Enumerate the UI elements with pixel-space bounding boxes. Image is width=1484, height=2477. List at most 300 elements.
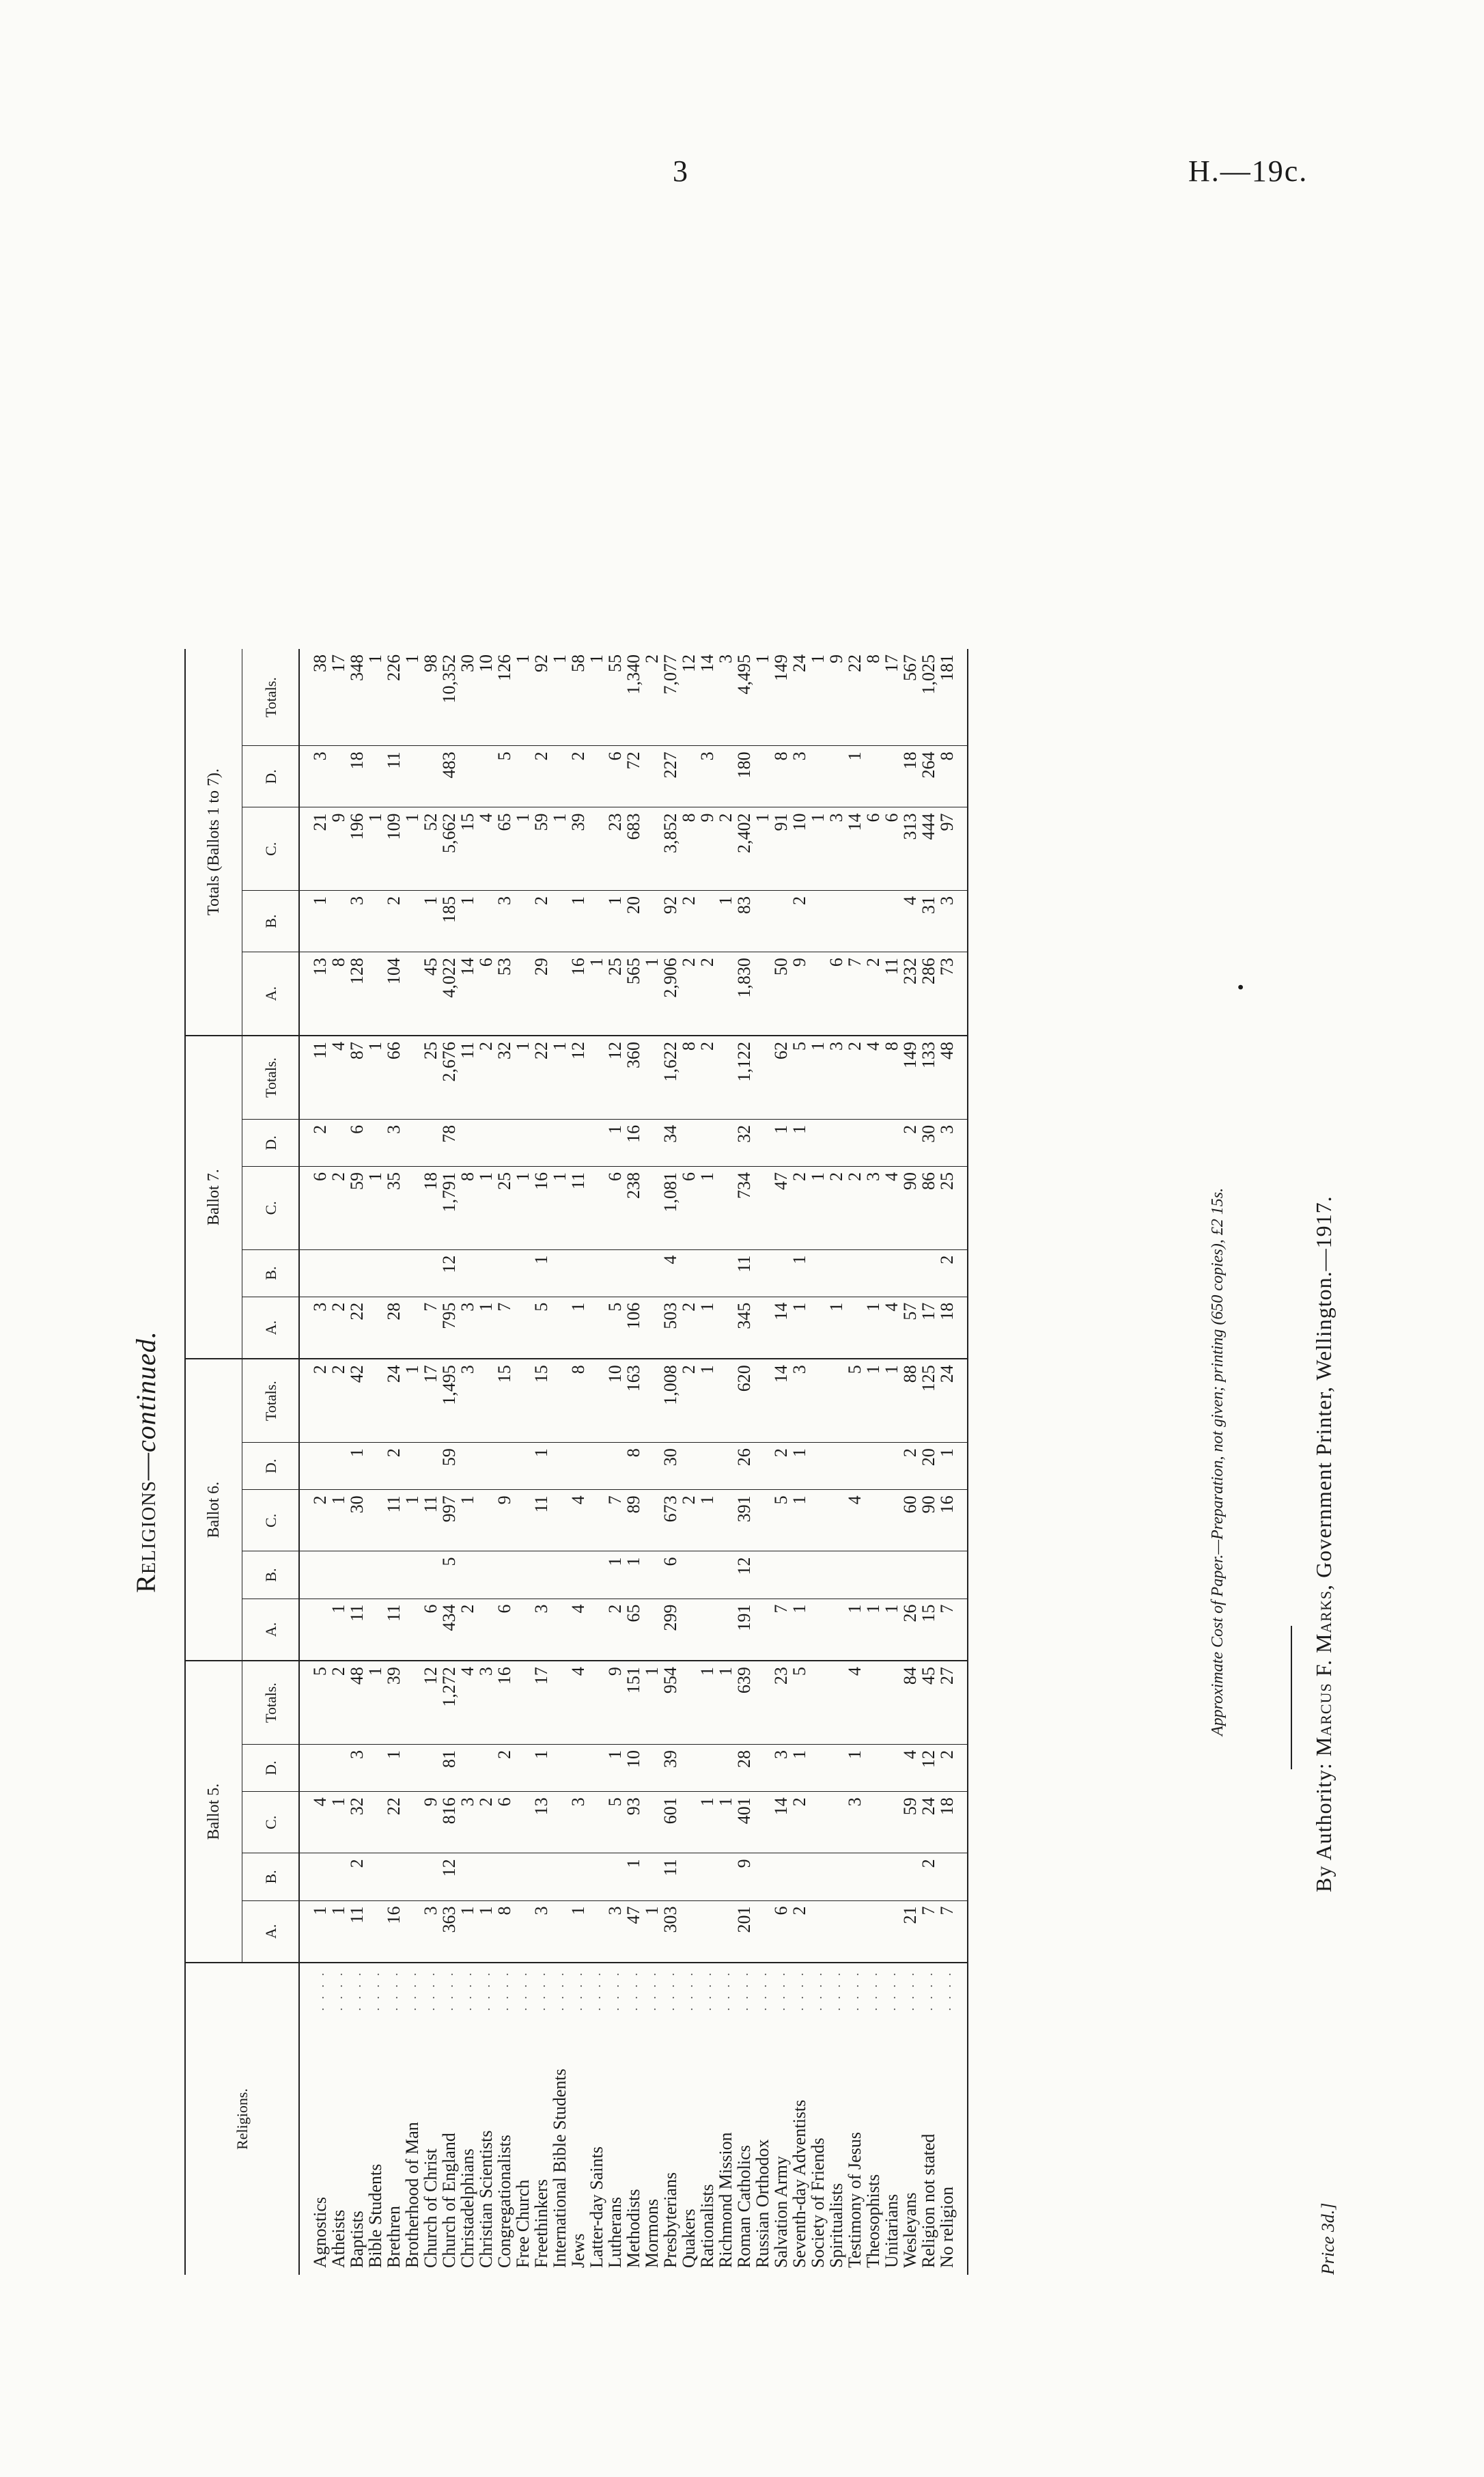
dot-leader: . . . . — [866, 1970, 880, 2011]
cell-b7-2 — [643, 1167, 661, 1250]
cell-b6-2 — [809, 1490, 827, 1551]
cell-t-4: 9 — [827, 649, 845, 746]
cell-t-2: 21 — [299, 807, 329, 891]
cell-t-0: 29 — [532, 952, 550, 1036]
cell-t-2: 10 — [790, 807, 809, 891]
cell-t-0: 13 — [299, 952, 329, 1036]
cell-b6-4: 8 — [569, 1359, 587, 1442]
cell-b5-2: 2 — [477, 1792, 495, 1853]
cell-b7-0: 345 — [735, 1297, 753, 1359]
cell-b7-3: 1 — [790, 1119, 809, 1166]
cell-b6-1 — [366, 1551, 384, 1599]
cell-t-0: 25 — [606, 952, 624, 1036]
cell-b5-4: 39 — [384, 1661, 403, 1744]
cell-t-4: 38 — [299, 649, 329, 746]
cell-t-4: 149 — [772, 649, 790, 746]
cell-b5-0: 1 — [299, 1900, 329, 1963]
cell-t-0: 7 — [845, 952, 864, 1036]
cell-b6-0 — [827, 1599, 845, 1661]
cell-b6-2: 4 — [569, 1490, 587, 1551]
cell-b5-4: 9 — [606, 1661, 624, 1744]
cell-b5-2 — [809, 1792, 827, 1853]
cell-t-0: 2,906 — [661, 952, 680, 1036]
cell-b5-4: 45 — [919, 1661, 938, 1744]
cell-b6-2: 1 — [698, 1490, 716, 1551]
footer-rule — [1291, 1626, 1292, 1769]
cell-b5-3 — [550, 1744, 569, 1791]
cell-b5-1: 11 — [661, 1853, 680, 1900]
cell-b7-3: 30 — [919, 1119, 938, 1166]
cell-b7-3 — [514, 1119, 532, 1166]
cell-b5-0: 3 — [606, 1900, 624, 1963]
table-row — [643, 649, 661, 2275]
cell-b6-1 — [698, 1551, 716, 1599]
cell-b5-2 — [882, 1792, 901, 1853]
cell-b6-1: 12 — [735, 1551, 753, 1599]
cell-b5-4 — [680, 1661, 698, 1744]
cell-b7-1 — [550, 1249, 569, 1297]
cell-t-2: 97 — [938, 807, 968, 891]
cell-b6-0: 7 — [772, 1599, 790, 1661]
cell-b7-3 — [477, 1119, 495, 1166]
cell-t-0 — [716, 952, 735, 1036]
cell-b6-1 — [882, 1551, 901, 1599]
cell-t-1 — [366, 891, 384, 952]
cell-b6-1 — [901, 1551, 919, 1599]
cell-t-2: 1 — [366, 807, 384, 891]
ballot-6-header: Ballot 6. — [185, 1359, 242, 1661]
document-code: H.—19c. — [1188, 154, 1308, 188]
cell-b7-2: 6 — [680, 1167, 698, 1250]
dot-leader: . . . . — [534, 1970, 548, 2011]
cell-t-1 — [643, 891, 661, 952]
cell-b6-2: 1 — [329, 1490, 348, 1551]
cell-b7-2: 59 — [348, 1167, 366, 1250]
cell-b5-3 — [366, 1744, 384, 1791]
cell-b6-2: 60 — [901, 1490, 919, 1551]
cell-t-3 — [716, 746, 735, 807]
cell-b5-2 — [643, 1792, 661, 1853]
cell-b7-0 — [514, 1297, 532, 1359]
cell-b5-3: 10 — [624, 1744, 643, 1791]
religion-name: Methodists — [624, 2189, 643, 2268]
cell-b7-4: 8 — [680, 1036, 698, 1119]
cell-t-2: 23 — [606, 807, 624, 891]
cell-t-0: 73 — [938, 952, 968, 1036]
religion-name: Bible Students — [365, 2163, 385, 2268]
cell-b7-2: 734 — [735, 1167, 753, 1250]
dot-leader: . . . . — [737, 1970, 751, 2011]
cell-t-3 — [477, 746, 495, 807]
cell-b7-4: 66 — [384, 1036, 403, 1119]
cell-b7-4: 2 — [845, 1036, 864, 1119]
cell-t-1: 2 — [790, 891, 809, 952]
cell-t-3: 180 — [735, 746, 753, 807]
cell-b6-3: 1 — [790, 1443, 809, 1490]
cell-b6-0: 11 — [348, 1599, 366, 1661]
cell-b7-4: 12 — [569, 1036, 587, 1119]
cell-b7-0: 3 — [299, 1297, 329, 1359]
cell-b7-4: 4 — [864, 1036, 882, 1119]
cell-b6-2: 11 — [384, 1490, 403, 1551]
cell-b6-2: 9 — [495, 1490, 514, 1551]
cell-b7-2: 2 — [790, 1167, 809, 1250]
cell-b7-4: 1 — [366, 1036, 384, 1119]
cell-b6-2 — [514, 1490, 532, 1551]
cell-b5-1 — [882, 1853, 901, 1900]
cell-b6-4: 24 — [384, 1359, 403, 1442]
cell-b7-0: 7 — [421, 1297, 440, 1359]
cell-t-2: 15 — [458, 807, 477, 891]
cell-b6-1 — [495, 1551, 514, 1599]
cell-b6-0: 1 — [790, 1599, 809, 1661]
cell-b6-0: 1 — [864, 1599, 882, 1661]
cell-b7-2 — [403, 1167, 421, 1250]
religion-name: Unitarians — [882, 2194, 901, 2268]
cell-b7-3: 2 — [901, 1119, 919, 1166]
cell-b7-2: 90 — [901, 1167, 919, 1250]
cell-b5-3: 1 — [845, 1744, 864, 1791]
cell-b7-2: 18 — [421, 1167, 440, 1250]
cell-b7-0: 2 — [329, 1297, 348, 1359]
cell-t-1 — [772, 891, 790, 952]
cell-t-1: 1 — [569, 891, 587, 952]
cell-b6-1 — [569, 1551, 587, 1599]
cell-b6-3 — [366, 1443, 384, 1490]
cell-b7-1: 12 — [440, 1249, 458, 1297]
cell-b6-4 — [643, 1359, 661, 1442]
cell-t-3: 264 — [919, 746, 938, 807]
cell-b5-4 — [403, 1661, 421, 1744]
cell-t-3: 1 — [845, 746, 864, 807]
cell-b6-2: 89 — [624, 1490, 643, 1551]
cell-b7-4 — [403, 1036, 421, 1119]
cell-b6-2: 1 — [403, 1490, 421, 1551]
cell-t-4: 8 — [864, 649, 882, 746]
religion-name: Russian Orthodox — [753, 2139, 772, 2268]
cell-b5-3: 3 — [772, 1744, 790, 1791]
cell-b7-3 — [587, 1119, 606, 1166]
cell-t-3: 2 — [532, 746, 550, 807]
cell-b6-0: 26 — [901, 1599, 919, 1661]
cell-b7-3: 16 — [624, 1119, 643, 1166]
cell-b5-3: 28 — [735, 1744, 753, 1791]
table-row — [938, 649, 968, 2275]
cell-b6-1 — [809, 1551, 827, 1599]
table-row — [587, 649, 606, 2275]
cell-t-0: 45 — [421, 952, 440, 1036]
ballot-6-subcolumn-header: A. — [242, 1599, 300, 1661]
cell-b5-4: 84 — [901, 1661, 919, 1744]
cell-b5-1 — [587, 1853, 606, 1900]
cell-b5-1: 1 — [624, 1853, 643, 1900]
cell-b7-0: 1 — [698, 1297, 716, 1359]
cell-t-0 — [753, 952, 772, 1036]
dot-leader: . . . . — [811, 1970, 824, 2011]
cell-b6-3 — [809, 1443, 827, 1490]
cell-t-2: 1 — [809, 807, 827, 891]
cell-b7-0: 17 — [919, 1297, 938, 1359]
cell-t-2: 6 — [882, 807, 901, 891]
cell-b6-0 — [680, 1599, 698, 1661]
cell-b5-2 — [864, 1792, 882, 1853]
authority-prefix: By Authority: — [1311, 1762, 1336, 1892]
cell-b6-0 — [643, 1599, 661, 1661]
cell-t-0 — [514, 952, 532, 1036]
cell-b6-1: 1 — [606, 1551, 624, 1599]
dot-leader: . . . . — [884, 1970, 898, 2011]
cell-b5-3: 12 — [919, 1744, 938, 1791]
cell-t-1: 1 — [458, 891, 477, 952]
cell-t-4: 1 — [550, 649, 569, 746]
cell-t-2: 683 — [624, 807, 643, 891]
cell-b7-2: 1,081 — [661, 1167, 680, 1250]
cell-t-1 — [403, 891, 421, 952]
cell-b7-0: 22 — [348, 1297, 366, 1359]
cell-t-2: 65 — [495, 807, 514, 891]
cell-t-0 — [550, 952, 569, 1036]
cell-b7-4: 1,622 — [661, 1036, 680, 1119]
cell-t-1: 2 — [680, 891, 698, 952]
cell-t-0: 4,022 — [440, 952, 458, 1036]
table-row — [477, 649, 495, 2275]
cell-b5-0: 1 — [477, 1900, 495, 1963]
cell-t-4: 1 — [753, 649, 772, 746]
table-heading — [130, 649, 162, 2275]
cell-b5-2: 93 — [624, 1792, 643, 1853]
table-row — [827, 649, 845, 2275]
cell-b6-0 — [753, 1599, 772, 1661]
cell-b7-0: 14 — [772, 1297, 790, 1359]
cell-b5-4: 5 — [299, 1661, 329, 1744]
dot-leader: . . . . — [442, 1970, 456, 2011]
ballot-5-subcolumn-header: Totals. — [242, 1661, 300, 1744]
dot-leader: . . . . — [755, 1970, 769, 2011]
stray-dot: • — [1231, 984, 1252, 991]
cell-b6-2 — [366, 1490, 384, 1551]
cell-b6-1: 5 — [440, 1551, 458, 1599]
cell-b5-2: 6 — [495, 1792, 514, 1853]
cell-b7-1 — [329, 1249, 348, 1297]
cell-b5-4 — [514, 1661, 532, 1744]
cell-b6-3: 2 — [384, 1443, 403, 1490]
cell-b5-4 — [827, 1661, 845, 1744]
cell-t-0 — [809, 952, 827, 1036]
cell-b7-0: 18 — [938, 1297, 968, 1359]
table-row — [753, 649, 772, 2275]
cell-b7-1 — [366, 1249, 384, 1297]
cell-t-3 — [882, 746, 901, 807]
cell-b5-1 — [606, 1853, 624, 1900]
cell-b5-3 — [569, 1744, 587, 1791]
cell-b5-1 — [809, 1853, 827, 1900]
printer-name: Marcus F. Marks — [1311, 1590, 1336, 1757]
totals-subcolumn-header: C. — [242, 807, 300, 891]
cell-b6-0 — [477, 1599, 495, 1661]
cell-t-4: 7,077 — [661, 649, 680, 746]
cell-t-3 — [366, 746, 384, 807]
ballot-7-header: Ballot 7. — [185, 1036, 242, 1359]
cell-b6-1 — [753, 1551, 772, 1599]
cell-b5-3: 1 — [384, 1744, 403, 1791]
cell-b7-2: 1 — [550, 1167, 569, 1250]
cell-t-0: 11 — [882, 952, 901, 1036]
cell-b7-4: 1,122 — [735, 1036, 753, 1119]
cell-b7-3: 6 — [348, 1119, 366, 1166]
cell-b6-1 — [421, 1551, 440, 1599]
cell-b6-1 — [938, 1551, 968, 1599]
cell-t-3 — [753, 746, 772, 807]
cell-b6-2: 4 — [845, 1490, 864, 1551]
cell-t-1 — [698, 891, 716, 952]
cell-b6-0: 6 — [421, 1599, 440, 1661]
cell-b7-2: 238 — [624, 1167, 643, 1250]
cell-b5-2 — [366, 1792, 384, 1853]
cell-t-4: 126 — [495, 649, 514, 746]
cell-b7-1 — [680, 1249, 698, 1297]
cell-b6-4 — [753, 1359, 772, 1442]
cell-b6-4 — [514, 1359, 532, 1442]
cell-b6-2: 1 — [458, 1490, 477, 1551]
cell-b6-0 — [587, 1599, 606, 1661]
cell-b7-4: 87 — [348, 1036, 366, 1119]
cell-b7-3 — [329, 1119, 348, 1166]
cell-b6-3: 30 — [661, 1443, 680, 1490]
cell-b5-4 — [587, 1661, 606, 1744]
cell-b7-1 — [384, 1249, 403, 1297]
cell-t-4: 2 — [643, 649, 661, 746]
cell-b6-0 — [809, 1599, 827, 1661]
cell-t-0: 9 — [790, 952, 809, 1036]
cell-b5-0 — [882, 1900, 901, 1963]
cell-t-0: 1,830 — [735, 952, 753, 1036]
cell-b7-2: 35 — [384, 1167, 403, 1250]
table-row — [458, 649, 477, 2275]
cell-t-4: 1 — [403, 649, 421, 746]
cell-b5-1 — [772, 1853, 790, 1900]
cell-t-4: 12 — [680, 649, 698, 746]
cell-b6-4: 15 — [495, 1359, 514, 1442]
cell-b5-1 — [845, 1853, 864, 1900]
cell-b7-3 — [550, 1119, 569, 1166]
cell-t-1 — [864, 891, 882, 952]
cell-b6-4 — [550, 1359, 569, 1442]
cell-b6-3: 1 — [938, 1443, 968, 1490]
cell-b6-4: 3 — [790, 1359, 809, 1442]
cell-b5-3 — [882, 1744, 901, 1791]
cell-b5-2 — [680, 1792, 698, 1853]
religion-name: Spiritualists — [826, 2183, 846, 2268]
cell-b5-3: 1 — [532, 1744, 550, 1791]
cell-t-4: 10,352 — [440, 649, 458, 746]
cell-b6-3 — [495, 1443, 514, 1490]
cell-b6-1 — [680, 1551, 698, 1599]
cell-b7-1 — [421, 1249, 440, 1297]
cell-t-0: 53 — [495, 952, 514, 1036]
totals-subcolumn-header: A. — [242, 952, 300, 1036]
cell-b5-2: 3 — [569, 1792, 587, 1853]
group-header-row — [185, 649, 242, 2275]
cell-b6-3 — [864, 1443, 882, 1490]
cell-b5-3 — [514, 1744, 532, 1791]
cell-b7-3 — [495, 1119, 514, 1166]
cell-t-0: 565 — [624, 952, 643, 1036]
cell-b5-2: 4 — [299, 1792, 329, 1853]
cell-b5-1 — [329, 1853, 348, 1900]
cell-t-0: 8 — [329, 952, 348, 1036]
cell-b7-4 — [587, 1036, 606, 1119]
cell-b6-4 — [587, 1359, 606, 1442]
cell-b7-4: 22 — [532, 1036, 550, 1119]
ballot-5-subcolumn-header: C. — [242, 1792, 300, 1853]
cell-b7-4: 133 — [919, 1036, 938, 1119]
cell-t-0: 1 — [587, 952, 606, 1036]
cell-b5-1 — [403, 1853, 421, 1900]
cell-b5-2: 3 — [845, 1792, 864, 1853]
cell-b7-3: 1 — [606, 1119, 624, 1166]
dot-leader: . . . . — [552, 1970, 566, 2011]
cell-b5-0 — [845, 1900, 864, 1963]
cell-b6-1 — [532, 1551, 550, 1599]
cell-b6-2: 1 — [790, 1490, 809, 1551]
cell-b5-3 — [421, 1744, 440, 1791]
cell-b7-2: 16 — [532, 1167, 550, 1250]
ballot-5-subcolumn-header: A. — [242, 1900, 300, 1963]
cell-b7-3 — [753, 1119, 772, 1166]
cell-b5-0 — [403, 1900, 421, 1963]
cell-b7-0: 57 — [901, 1297, 919, 1359]
cell-b6-1: 6 — [661, 1551, 680, 1599]
cell-t-4: 17 — [329, 649, 348, 746]
cell-b5-2 — [827, 1792, 845, 1853]
table-row — [421, 649, 440, 2275]
cell-t-3: 18 — [348, 746, 366, 807]
cell-b7-1 — [845, 1249, 864, 1297]
religion-name: Free Church — [513, 2179, 533, 2268]
cell-b7-1 — [403, 1249, 421, 1297]
cell-t-3 — [458, 746, 477, 807]
cell-b6-3 — [403, 1443, 421, 1490]
dot-leader: . . . . — [313, 1970, 326, 2011]
cell-b6-4: 5 — [845, 1359, 864, 1442]
cell-b6-4: 1 — [882, 1359, 901, 1442]
cell-b7-0: 7 — [495, 1297, 514, 1359]
dot-leader: . . . . — [350, 1970, 363, 2011]
cell-b5-1 — [299, 1853, 329, 1900]
cell-b5-0 — [809, 1900, 827, 1963]
cell-t-2: 196 — [348, 807, 366, 891]
cell-b5-3: 3 — [348, 1744, 366, 1791]
cell-b7-4: 1 — [550, 1036, 569, 1119]
cell-t-1 — [809, 891, 827, 952]
cell-b7-1 — [901, 1249, 919, 1297]
cell-b7-1 — [606, 1249, 624, 1297]
cell-b7-0: 1 — [827, 1297, 845, 1359]
cell-b5-1 — [421, 1853, 440, 1900]
cell-t-0: 2 — [698, 952, 716, 1036]
cell-b6-2 — [827, 1490, 845, 1551]
cell-b6-4: 2 — [680, 1359, 698, 1442]
religion-name: Wesleyans — [900, 2192, 920, 2268]
cell-b6-2: 5 — [772, 1490, 790, 1551]
cell-t-4: 30 — [458, 649, 477, 746]
cell-b6-3 — [827, 1443, 845, 1490]
cell-b5-0: 2 — [790, 1900, 809, 1963]
cell-b5-1: 9 — [735, 1853, 753, 1900]
cell-t-2 — [587, 807, 606, 891]
cell-b5-0 — [827, 1900, 845, 1963]
dot-leader: . . . . — [718, 1970, 732, 2011]
